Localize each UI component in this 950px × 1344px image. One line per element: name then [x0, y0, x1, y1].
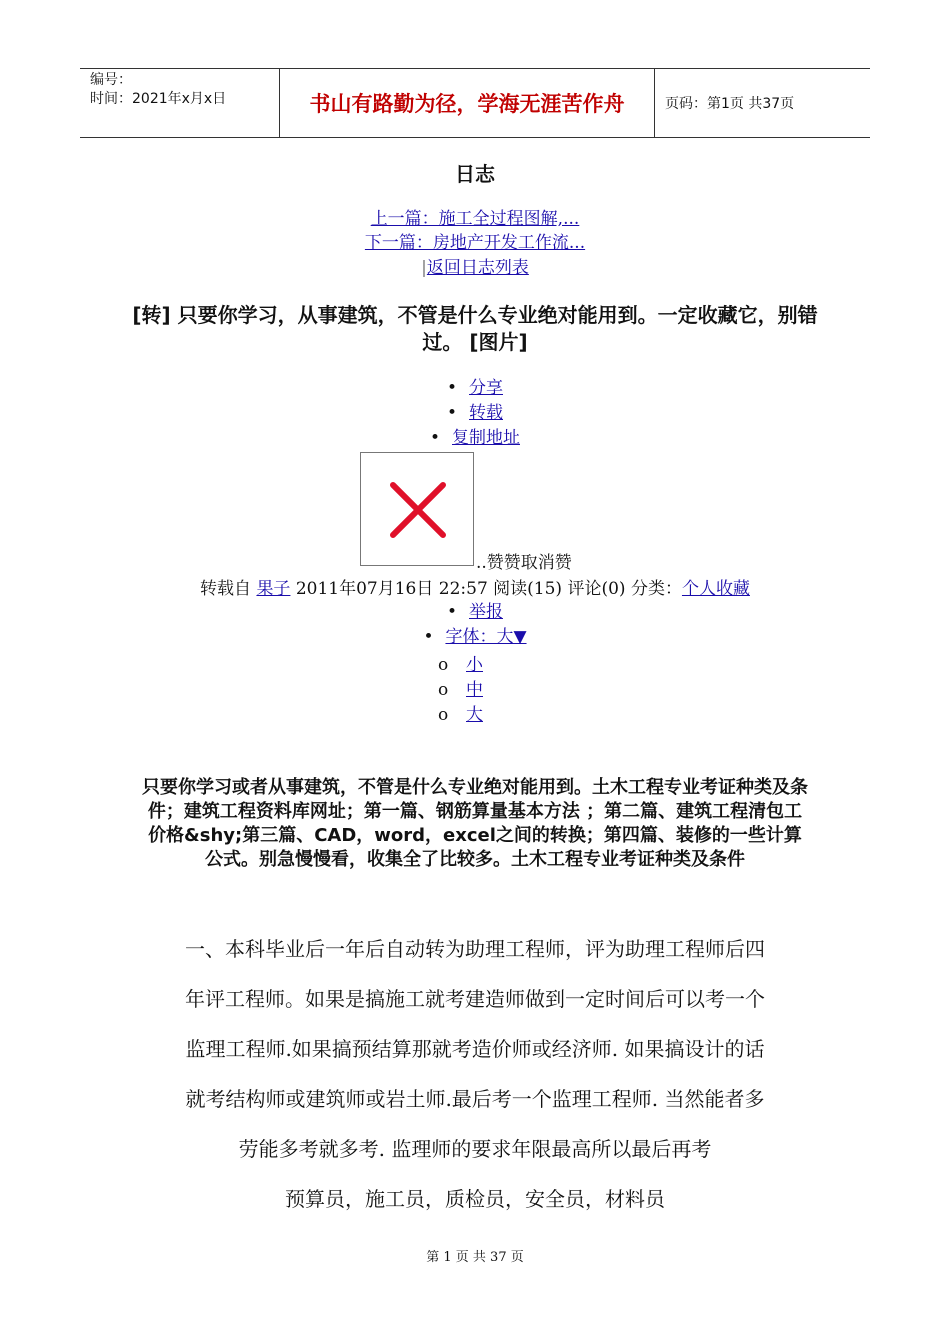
bullet: •: [447, 602, 458, 622]
sub-bullet: o: [438, 705, 449, 725]
likes-text: ..赞赞取消赞: [476, 553, 572, 573]
font-option-large[interactable]: 大: [466, 705, 483, 725]
time-label: 时间：2021年x月x日: [90, 91, 227, 107]
action-share: [0, 376, 950, 400]
prev-post-link[interactable]: 上一篇：施工全过程图解,...: [370, 209, 580, 229]
body-line: 一、本科毕业后一年后自动转为助理工程师，评为助理工程师后四: [185, 937, 765, 961]
broken-image-icon: [361, 453, 473, 565]
motto: 书山有路勤为径，学海无涯苦作舟: [280, 69, 655, 137]
tool-report: [0, 600, 950, 624]
header-left-cell: [80, 69, 280, 137]
bullet: •: [447, 378, 458, 398]
repost-link[interactable]: 转载: [469, 403, 503, 423]
body-line: 年评工程师。如果是搞施工就考建造师做到一定时间后可以考一个: [185, 987, 765, 1011]
next-post-row: [0, 231, 950, 255]
bullet: •: [423, 627, 434, 647]
post-summary: 只要你学习或者从事建筑，不管是什么专业绝对能用到。土木工程专业考证种类及条件；建筑工程资料库网址；第一篇、钢筋算量基本方法 ；第二篇、建筑工程清包工价格&shy;第三篇、CAD，word，excel之间的转换；第四篇、装修的一些计算公式。别急慢慢看，收集全了比较多。土木工程专业考证种类及条件: [142, 777, 808, 870]
tool-font-size: [0, 625, 950, 649]
category-link[interactable]: 个人收藏: [681, 579, 750, 599]
font-option-small-row: [438, 650, 483, 675]
bullet: •: [447, 403, 458, 423]
font-option-medium-row: [438, 675, 483, 700]
meta-detail: 2011年07月16日 22:57 阅读(15) 评论(0) 分类：: [295, 579, 682, 599]
body-line: 就考结构师或建筑师或岩土师.最后考一个监理工程师. 当然能者多: [185, 1087, 765, 1111]
body-line: 预算员，施工员，质检员，安全员，材料员: [285, 1187, 665, 1211]
action-repost: [0, 401, 950, 425]
back-to-list-link[interactable]: 返回日志列表: [426, 258, 529, 278]
separator: |: [421, 258, 427, 278]
action-copy: [0, 426, 950, 450]
number-label: 编号：: [90, 72, 132, 88]
document-header: [80, 68, 870, 138]
share-link[interactable]: 分享: [469, 378, 503, 398]
broken-image-placeholder: [360, 452, 474, 566]
back-row: [0, 256, 950, 280]
body-line: 监理工程师.如果搞预结算那就考造价师或经济师. 如果搞设计的话: [185, 1037, 765, 1061]
post-meta: [0, 574, 950, 599]
report-link[interactable]: 举报: [469, 602, 503, 622]
page-title: 日志: [455, 162, 495, 186]
sub-bullet: o: [438, 655, 449, 675]
font-size-dropdown[interactable]: 字体：大▼: [445, 627, 527, 647]
body-line: 劳能多考就多考. 监理师的要求年限最高所以最后再考: [238, 1137, 712, 1161]
page-footer: 第 1 页 共 37 页: [426, 1250, 524, 1265]
font-option-medium[interactable]: 中: [466, 680, 483, 700]
prev-post-row: [0, 207, 950, 231]
font-option-large-row: [438, 700, 483, 725]
copy-address-link[interactable]: 复制地址: [452, 428, 520, 448]
font-option-small[interactable]: 小: [466, 655, 483, 675]
post-headline: [转] 只要你学习，从事建筑，不管是什么专业绝对能用到。一定收藏它，别错过。 [图片]: [132, 303, 818, 354]
bullet: •: [430, 428, 441, 448]
next-post-link[interactable]: 下一篇：房地产开发工作流...: [364, 233, 586, 253]
post-body: [130, 930, 820, 1230]
meta-prefix: 转载自: [200, 579, 252, 599]
sub-bullet: o: [438, 680, 449, 700]
author-link[interactable]: 果子: [256, 579, 291, 599]
page-label: 页码：第1页 共37页: [665, 96, 795, 112]
